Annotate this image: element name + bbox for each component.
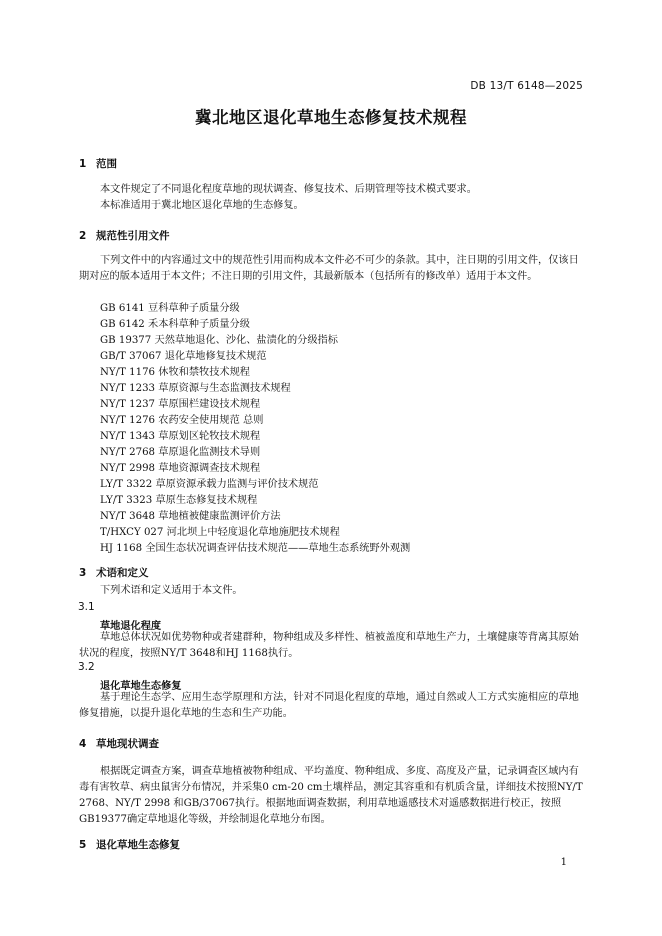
section-title: 术语和定义 [96,567,149,579]
paragraph: 根据既定调查方案，调查草地植被物种组成、平均盖度、物种组成、多度、高度及产量，记录调查区域内有毒有害牧草、病虫鼠害分布情况，并采集0 cm-20 cm土壤样品，测定其容重和有机质含量，详细技术按照NY/T 2768、NY/T 2998 和GB/37067执行。根据地面调查数据，利用草地遥感技术对遥感数据进行校正，按照GB19377确定草地退化等级，并绘制退化草地分布图。 [79,766,583,825]
section-5-heading [79,837,180,852]
standard-code: DB 13/T 6148—2025 [470,80,583,92]
reference-item: T/HXCY 027 河北坝上中轻度退化草地施肥技术规程 [100,527,340,538]
term-name: 草地退化程度 [100,621,162,632]
section-1-heading [79,156,117,171]
reference-item: GB 6142 禾本科草种子质量分级 [100,319,250,330]
reference-item: NY/T 1237 草原围栏建设技术规程 [100,399,261,410]
reference-item: NY/T 2998 草地资源调查技术规程 [100,463,261,474]
document-title: 冀北地区退化草地生态修复技术规程 [195,108,467,127]
reference-item: NY/T 1276 农药安全使用规范 总则 [100,415,264,426]
term-definition: 基于理论生态学、应用生态学原理和方法，针对不同退化程度的草地，通过自然或人工方式实施相应的草地修复措施，以提升退化草地的生态和生产功能。 [79,692,579,719]
section-number: 2 [79,230,87,242]
reference-item: NY/T 2768 草原退化监测技术导则 [100,447,261,458]
term-definition: 草地总体状况如优势物种或者建群种，物种组成及多样性、植被盖度和草地生产力，土壤健康等背离其原始状况的程度，按照NY/T 3648和HJ 1168执行。 [79,632,579,659]
section-title: 退化草地生态修复 [96,839,180,851]
section-number: 1 [79,158,87,170]
page-number: 1 [560,857,567,868]
section-number: 4 [79,738,87,750]
reference-item: GB 19377 天然草地退化、沙化、盐渍化的分级指标 [100,335,338,346]
reference-item: GB 6141 豆科草种子质量分级 [100,303,240,314]
paragraph: 下列文件中的内容通过文中的规范性引用而构成本文件必不可少的条款。其中，注日期的引用文件，仅该日期对应的版本适用于本文件；不注日期的引用文件，其最新版本（包括所有的修改单）适用于本文件。 [79,255,579,282]
section-title: 规范性引用文件 [96,230,170,242]
term-number: 3.2 [78,661,95,673]
section-3-heading [79,565,149,580]
reference-item: NY/T 1343 草原划区轮牧技术规程 [100,431,261,442]
paragraph: 本文件规定了不同退化程度草地的现状调查、修复技术、后期管理等技术模式要求。 [100,184,477,195]
section-number: 5 [79,839,87,851]
section-number: 3 [79,567,87,579]
paragraph: 下列术语和定义适用于本文件。 [100,585,243,596]
section-4-heading [79,736,159,751]
reference-item: NY/T 1176 休牧和禁牧技术规程 [100,367,250,378]
reference-item: LY/T 3323 草原生态修复技术规程 [100,495,258,506]
term-name: 退化草地生态修复 [100,681,182,692]
section-title: 范围 [96,158,117,170]
reference-item: NY/T 1233 草原资源与生态监测技术规程 [100,383,291,394]
paragraph: 本标准适用于冀北地区退化草地的生态修复。 [100,200,304,211]
section-title: 草地现状调查 [96,738,159,750]
reference-item: LY/T 3322 草原资源承载力监测与评价技术规范 [100,479,319,490]
reference-item: HJ 1168 全国生态状况调查评估技术规范——草地生态系统野外观测 [100,543,411,554]
section-2-heading [79,228,170,243]
reference-item: GB/T 37067 退化草地修复技术规范 [100,351,267,362]
term-number: 3.1 [78,601,95,613]
reference-item: NY/T 3648 草地植被健康监测评价方法 [100,511,281,522]
